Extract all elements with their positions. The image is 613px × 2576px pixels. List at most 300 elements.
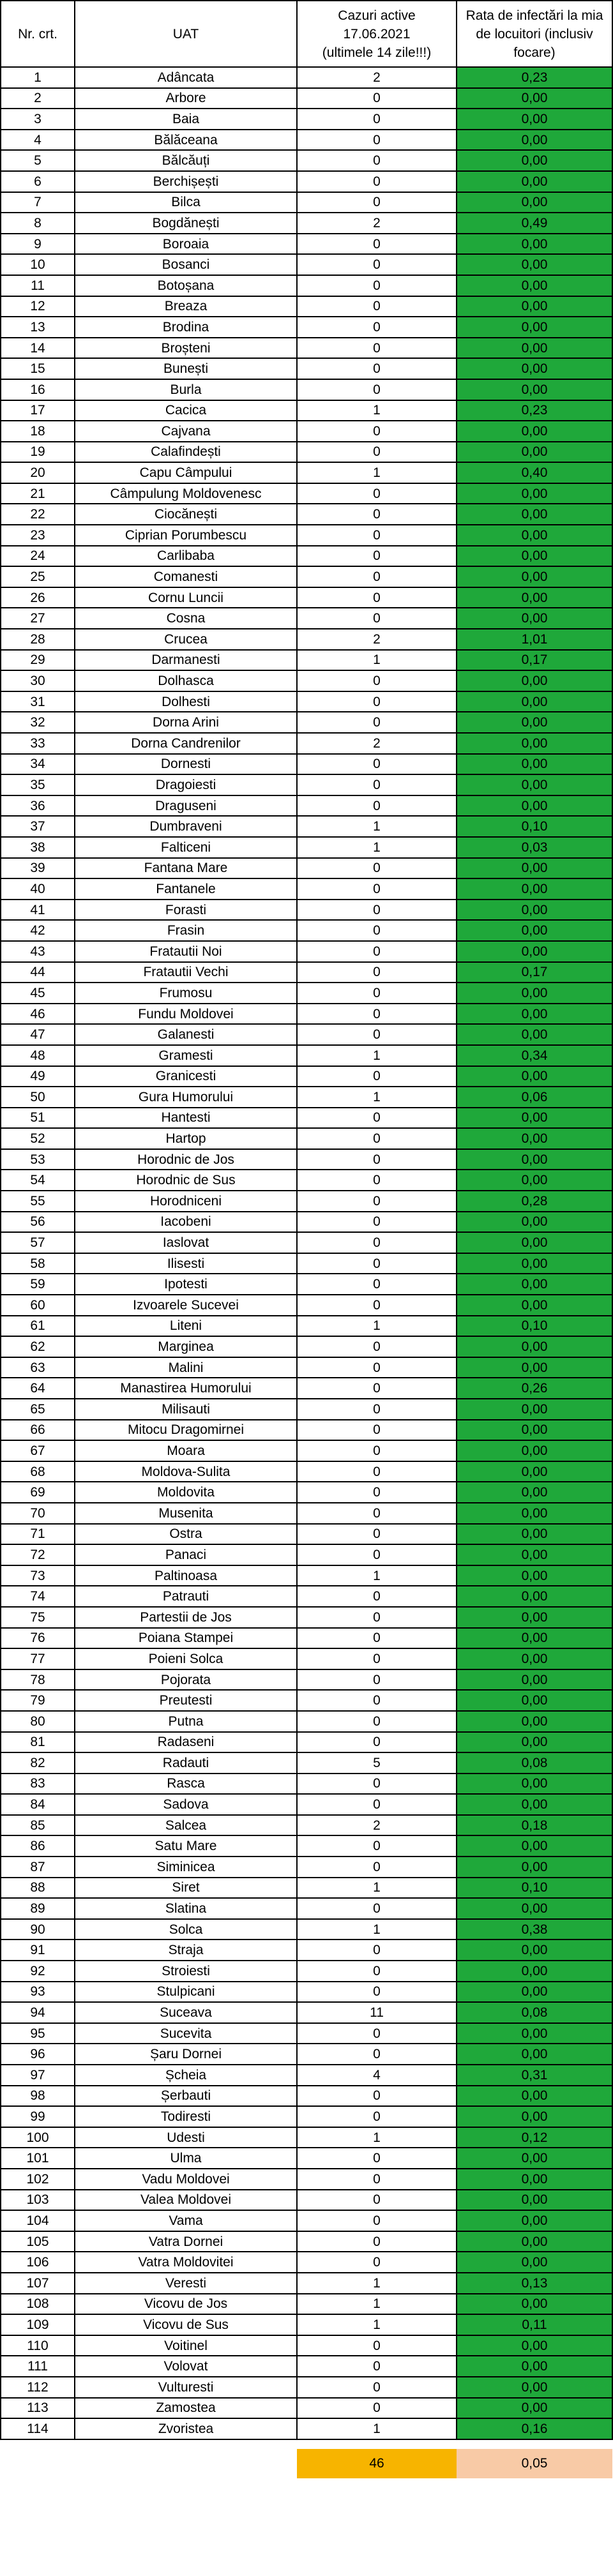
table-row (1, 1669, 612, 1691)
row-rate: 0,00 (457, 1066, 612, 1087)
table-row (1, 920, 612, 941)
row-number: 36 (1, 795, 75, 817)
row-uat: Gura Humorului (75, 1087, 297, 1108)
row-number: 72 (1, 1544, 75, 1565)
row-number: 65 (1, 1399, 75, 1420)
row-uat: Moldovita (75, 1482, 297, 1503)
row-number: 28 (1, 629, 75, 650)
row-rate: 0,00 (457, 920, 612, 941)
row-number: 41 (1, 900, 75, 921)
row-cases: 0 (297, 774, 457, 795)
row-number: 103 (1, 2190, 75, 2211)
row-cases: 1 (297, 2294, 457, 2315)
row-uat: Adâncata (75, 67, 297, 88)
row-cases: 0 (297, 920, 457, 941)
row-rate: 0,00 (457, 1295, 612, 1316)
table-row (1, 213, 612, 234)
row-number: 114 (1, 2418, 75, 2439)
row-uat: Marginea (75, 1336, 297, 1357)
row-number: 26 (1, 587, 75, 608)
header-cases-line-2: 17.06.2021 (343, 26, 411, 41)
row-number: 77 (1, 1648, 75, 1669)
row-number: 59 (1, 1274, 75, 1295)
row-cases: 0 (297, 1711, 457, 1732)
row-rate: 0,00 (457, 1857, 612, 1878)
row-cases: 0 (297, 1212, 457, 1233)
row-rate: 0,08 (457, 1752, 612, 1774)
row-rate: 0,00 (457, 1274, 612, 1295)
row-uat: Crucea (75, 629, 297, 650)
row-rate: 1,01 (457, 629, 612, 650)
row-cases: 0 (297, 2169, 457, 2190)
row-cases: 0 (297, 1774, 457, 1795)
row-rate: 0,00 (457, 2377, 612, 2398)
row-rate: 0,00 (457, 1232, 612, 1253)
table-row (1, 795, 612, 817)
header-rate-line-3: focare) (513, 45, 556, 60)
row-rate: 0,00 (457, 2398, 612, 2419)
row-uat: Bilca (75, 192, 297, 213)
row-cases: 0 (297, 275, 457, 296)
row-cases: 0 (297, 1399, 457, 1420)
row-number: 101 (1, 2148, 75, 2169)
row-cases: 0 (297, 795, 457, 817)
row-number: 12 (1, 296, 75, 317)
row-cases: 0 (297, 2044, 457, 2065)
row-rate: 0,00 (457, 192, 612, 213)
row-uat: Patrauti (75, 1586, 297, 1607)
row-number: 18 (1, 421, 75, 442)
table-row (1, 2044, 612, 2065)
table-row (1, 816, 612, 837)
row-rate: 0,03 (457, 837, 612, 858)
row-uat: Comanesti (75, 566, 297, 587)
row-uat: Siminicea (75, 1857, 297, 1878)
table-row (1, 317, 612, 338)
row-number: 76 (1, 1628, 75, 1649)
row-number: 46 (1, 1004, 75, 1025)
table-row (1, 1357, 612, 1378)
table-row (1, 1628, 612, 1649)
row-cases: 0 (297, 1066, 457, 1087)
row-cases: 5 (297, 1752, 457, 1774)
row-rate: 0,00 (457, 546, 612, 567)
row-cases: 0 (297, 858, 457, 879)
row-rate: 0,28 (457, 1191, 612, 1212)
table-row (1, 1420, 612, 1441)
table-row (1, 296, 612, 317)
row-number: 100 (1, 2127, 75, 2148)
table-row (1, 858, 612, 879)
row-number: 67 (1, 1440, 75, 1461)
table-row (1, 1586, 612, 1607)
row-cases: 1 (297, 2418, 457, 2439)
row-uat: Veresti (75, 2273, 297, 2294)
row-number: 35 (1, 774, 75, 795)
row-uat: Malini (75, 1357, 297, 1378)
row-uat: Cosna (75, 608, 297, 629)
row-cases: 0 (297, 442, 457, 463)
table-row (1, 2086, 612, 2107)
spacer-row (1, 2439, 612, 2449)
row-uat: Mitocu Dragomirnei (75, 1420, 297, 1441)
table-row (1, 1961, 612, 1982)
row-rate: 0,00 (457, 338, 612, 359)
row-uat: Dornesti (75, 754, 297, 775)
row-cases: 0 (297, 1898, 457, 1919)
row-number: 49 (1, 1066, 75, 1087)
row-rate: 0,00 (457, 2210, 612, 2231)
row-uat: Iacobeni (75, 1212, 297, 1233)
row-number: 34 (1, 754, 75, 775)
row-number: 57 (1, 1232, 75, 1253)
row-uat: Vadu Moldovei (75, 2169, 297, 2190)
row-cases: 1 (297, 1316, 457, 1337)
row-number: 50 (1, 1087, 75, 1108)
row-uat: Fantana Mare (75, 858, 297, 879)
table-row (1, 1732, 612, 1753)
table-row (1, 900, 612, 921)
row-rate: 0,00 (457, 941, 612, 962)
table-row (1, 1565, 612, 1586)
table-row (1, 983, 612, 1004)
header-uat: UAT (75, 1, 297, 67)
row-uat: Milisauti (75, 1399, 297, 1420)
row-rate: 0,00 (457, 525, 612, 546)
totals-empty-nr (1, 2449, 75, 2478)
row-uat: Baia (75, 109, 297, 130)
row-number: 109 (1, 2314, 75, 2335)
row-uat: Carlibaba (75, 546, 297, 567)
row-rate: 0,17 (457, 650, 612, 671)
table-row (1, 1087, 612, 1108)
row-uat: Preutesti (75, 1690, 297, 1711)
row-cases: 0 (297, 1690, 457, 1711)
row-uat: Fratautii Vechi (75, 962, 297, 983)
row-cases: 1 (297, 2127, 457, 2148)
row-number: 79 (1, 1690, 75, 1711)
row-uat: Horodnic de Sus (75, 1170, 297, 1191)
table-row (1, 1316, 612, 1337)
row-uat: Liteni (75, 1316, 297, 1337)
table-row (1, 2127, 612, 2148)
row-rate: 0,00 (457, 691, 612, 712)
row-uat: Partestii de Jos (75, 1607, 297, 1628)
table-row (1, 2210, 612, 2231)
row-cases: 0 (297, 109, 457, 130)
row-rate: 0,00 (457, 296, 612, 317)
table-row (1, 2398, 612, 2419)
row-uat: Brodina (75, 317, 297, 338)
row-cases: 0 (297, 1440, 457, 1461)
table-row (1, 1336, 612, 1357)
row-cases: 0 (297, 1149, 457, 1170)
row-number: 75 (1, 1607, 75, 1628)
row-uat: Ciprian Porumbescu (75, 525, 297, 546)
row-uat: Hartop (75, 1128, 297, 1149)
row-rate: 0,00 (457, 1440, 612, 1461)
row-uat: Botoșana (75, 275, 297, 296)
row-number: 105 (1, 2231, 75, 2252)
table-row (1, 2148, 612, 2169)
row-cases: 0 (297, 1961, 457, 1982)
row-cases: 2 (297, 629, 457, 650)
row-number: 94 (1, 2002, 75, 2023)
row-cases: 0 (297, 1274, 457, 1295)
table-row (1, 2294, 612, 2315)
row-cases: 0 (297, 1024, 457, 1045)
row-uat: Câmpulung Moldovenesc (75, 483, 297, 504)
row-number: 85 (1, 1815, 75, 1836)
table-row (1, 837, 612, 858)
table-row (1, 754, 612, 775)
row-uat: Sucevita (75, 2023, 297, 2044)
table-row (1, 1690, 612, 1711)
row-rate: 0,00 (457, 504, 612, 525)
row-rate: 0,00 (457, 1004, 612, 1025)
row-cases: 0 (297, 1940, 457, 1961)
row-cases: 1 (297, 2273, 457, 2294)
row-uat: Horodniceni (75, 1191, 297, 1212)
row-cases: 1 (297, 1087, 457, 1108)
row-rate: 0,00 (457, 254, 612, 275)
row-uat: Ostra (75, 1524, 297, 1545)
table-row (1, 1149, 612, 1170)
table-row (1, 1607, 612, 1628)
row-rate: 0,00 (457, 1253, 612, 1274)
table-row (1, 733, 612, 754)
row-rate: 0,00 (457, 2356, 612, 2377)
row-uat: Bosanci (75, 254, 297, 275)
row-cases: 0 (297, 421, 457, 442)
row-rate: 0,00 (457, 795, 612, 817)
row-number: 39 (1, 858, 75, 879)
table-row (1, 774, 612, 795)
total-rate: 0,05 (457, 2449, 612, 2478)
table-row (1, 1024, 612, 1045)
row-uat: Valea Moldovei (75, 2190, 297, 2211)
row-number: 7 (1, 192, 75, 213)
row-cases: 0 (297, 2023, 457, 2044)
table-row (1, 1274, 612, 1295)
table-row (1, 1461, 612, 1482)
row-number: 16 (1, 379, 75, 400)
row-number: 60 (1, 1295, 75, 1316)
row-rate: 0,00 (457, 483, 612, 504)
row-uat: Breaza (75, 296, 297, 317)
row-cases: 0 (297, 587, 457, 608)
row-cases: 0 (297, 2106, 457, 2127)
row-number: 45 (1, 983, 75, 1004)
row-uat: Siret (75, 1878, 297, 1899)
row-cases: 1 (297, 1045, 457, 1066)
row-number: 74 (1, 1586, 75, 1607)
row-cases: 0 (297, 1857, 457, 1878)
table-row (1, 670, 612, 691)
row-rate: 0,00 (457, 2231, 612, 2252)
table-row (1, 1232, 612, 1253)
row-rate: 0,00 (457, 2106, 612, 2127)
row-uat: Putna (75, 1711, 297, 1732)
row-uat: Bălăceana (75, 130, 297, 151)
header-cases-line-1: Cazuri active (338, 8, 416, 23)
table-row (1, 1774, 612, 1795)
table-row (1, 962, 612, 983)
row-uat: Volovat (75, 2356, 297, 2377)
row-number: 104 (1, 2210, 75, 2231)
row-uat: Boroaia (75, 234, 297, 255)
row-cases: 0 (297, 1420, 457, 1441)
table-row (1, 1898, 612, 1919)
row-uat: Burla (75, 379, 297, 400)
row-number: 69 (1, 1482, 75, 1503)
row-number: 44 (1, 962, 75, 983)
row-cases: 0 (297, 712, 457, 733)
row-uat: Șcheia (75, 2065, 297, 2086)
table-row (1, 400, 612, 421)
row-uat: Arbore (75, 88, 297, 109)
row-rate: 0,00 (457, 1149, 612, 1170)
row-rate: 0,00 (457, 1898, 612, 1919)
row-rate: 0,40 (457, 462, 612, 483)
table-row (1, 878, 612, 900)
row-number: 55 (1, 1191, 75, 1212)
row-cases: 0 (297, 1108, 457, 1129)
row-cases: 0 (297, 2086, 457, 2107)
row-rate: 0,00 (457, 1835, 612, 1857)
row-uat: Stroiesti (75, 1961, 297, 1982)
totals-empty-uat (75, 2449, 297, 2478)
row-uat: Paltinoasa (75, 1565, 297, 1586)
table-row (1, 1878, 612, 1899)
table-row (1, 1503, 612, 1524)
row-cases: 0 (297, 1295, 457, 1316)
row-rate: 0,00 (457, 109, 612, 130)
row-rate: 0,00 (457, 1420, 612, 1441)
row-rate: 0,00 (457, 2252, 612, 2273)
row-uat: Ulma (75, 2148, 297, 2169)
row-uat: Calafindești (75, 442, 297, 463)
table-row (1, 712, 612, 733)
row-cases: 0 (297, 1170, 457, 1191)
row-rate: 0,00 (457, 2335, 612, 2356)
row-cases: 2 (297, 1815, 457, 1836)
row-uat: Udesti (75, 2127, 297, 2148)
row-uat: Ilisesti (75, 1253, 297, 1274)
row-rate: 0,00 (457, 379, 612, 400)
row-rate: 0,00 (457, 900, 612, 921)
row-rate: 0,00 (457, 878, 612, 900)
row-cases: 0 (297, 234, 457, 255)
row-uat: Dragoiesti (75, 774, 297, 795)
row-cases: 0 (297, 691, 457, 712)
totals-row (1, 2449, 612, 2478)
row-uat: Berchișești (75, 171, 297, 192)
row-number: 14 (1, 338, 75, 359)
row-rate: 0,08 (457, 2002, 612, 2023)
row-uat: Gramesti (75, 1045, 297, 1066)
row-uat: Vulturesti (75, 2377, 297, 2398)
row-uat: Todiresti (75, 2106, 297, 2127)
row-number: 93 (1, 1982, 75, 2003)
table-row (1, 2273, 612, 2294)
table-row (1, 1295, 612, 1316)
row-uat: Bunești (75, 358, 297, 379)
row-rate: 0,00 (457, 774, 612, 795)
row-number: 71 (1, 1524, 75, 1545)
row-number: 4 (1, 130, 75, 151)
row-uat: Ipotesti (75, 1274, 297, 1295)
table-row (1, 2169, 612, 2190)
row-rate: 0,38 (457, 1919, 612, 1940)
row-cases: 0 (297, 566, 457, 587)
header-cases-line-3: (ultimele 14 zile!!!) (322, 45, 432, 60)
row-uat: Radaseni (75, 1732, 297, 1753)
row-number: 82 (1, 1752, 75, 1774)
table-row (1, 1212, 612, 1233)
row-cases: 2 (297, 733, 457, 754)
row-number: 47 (1, 1024, 75, 1045)
row-uat: Suceava (75, 2002, 297, 2023)
row-rate: 0,00 (457, 130, 612, 151)
row-rate: 0,00 (457, 2169, 612, 2190)
row-rate: 0,31 (457, 2065, 612, 2086)
row-uat: Cornu Luncii (75, 587, 297, 608)
row-rate: 0,00 (457, 2086, 612, 2107)
row-number: 68 (1, 1461, 75, 1482)
row-rate: 0,00 (457, 1024, 612, 1045)
header-cases (297, 1, 457, 67)
row-number: 32 (1, 712, 75, 733)
table-row (1, 2377, 612, 2398)
row-rate: 0,16 (457, 2418, 612, 2439)
row-cases: 0 (297, 1357, 457, 1378)
row-cases: 0 (297, 1336, 457, 1357)
row-uat: Șerbauti (75, 2086, 297, 2107)
table-row (1, 2231, 612, 2252)
table-row (1, 608, 612, 629)
table-row (1, 338, 612, 359)
row-uat: Cajvana (75, 421, 297, 442)
row-cases: 0 (297, 983, 457, 1004)
table-row (1, 2190, 612, 2211)
header-nr: Nr. crt. (1, 1, 75, 67)
table-row (1, 1648, 612, 1669)
row-number: 22 (1, 504, 75, 525)
row-cases: 0 (297, 1669, 457, 1691)
row-number: 30 (1, 670, 75, 691)
row-number: 33 (1, 733, 75, 754)
row-cases: 1 (297, 650, 457, 671)
row-cases: 0 (297, 1982, 457, 2003)
row-number: 42 (1, 920, 75, 941)
row-number: 99 (1, 2106, 75, 2127)
row-cases: 0 (297, 254, 457, 275)
row-cases: 0 (297, 1253, 457, 1274)
row-cases: 0 (297, 483, 457, 504)
row-rate: 0,00 (457, 88, 612, 109)
row-uat: Iaslovat (75, 1232, 297, 1253)
table-row (1, 2106, 612, 2127)
row-uat: Fundu Moldovei (75, 1004, 297, 1025)
row-number: 113 (1, 2398, 75, 2419)
row-cases: 0 (297, 2210, 457, 2231)
row-cases: 0 (297, 338, 457, 359)
row-rate: 0,00 (457, 1794, 612, 1815)
header-rate-line-1: Rata de infectări la mia (465, 8, 603, 23)
row-uat: Sadova (75, 1794, 297, 1815)
table-row (1, 1066, 612, 1087)
